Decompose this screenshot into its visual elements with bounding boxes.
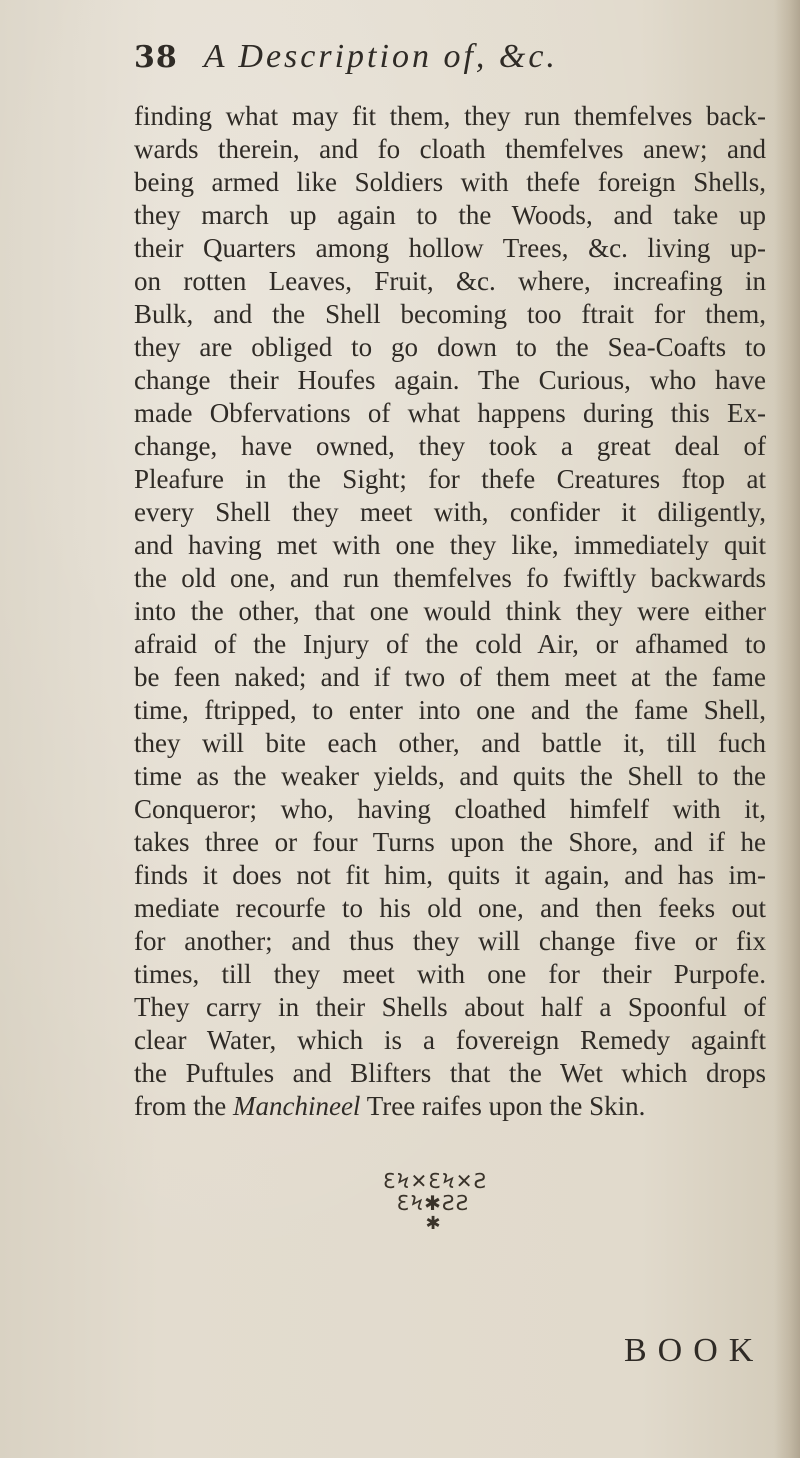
text-line: their Quarters among hollow Trees, &c. living up- — [134, 233, 766, 263]
text-line: wards therein, and fo cloath themfelves anew; and — [134, 134, 766, 164]
page-header — [134, 38, 754, 96]
text-line: on rotten Leaves, Fruit, &c. where, increafing in — [134, 266, 766, 296]
text-line-last — [134, 1090, 766, 1123]
text-line: takes three or four Turns upon the Shore, and if he — [134, 827, 766, 857]
text-line: They carry in their Shells about half a Spoonful of — [134, 992, 766, 1022]
body-text — [134, 100, 766, 1123]
text-line: be feen naked; and if two of them meet at the fame — [134, 662, 766, 692]
text-line: Pleafure in the Sight; for thefe Creatures ftop at — [134, 464, 766, 494]
page-number: 38 — [134, 40, 178, 75]
text-line: time, ftripped, to enter into one and the fame Shell, — [134, 695, 766, 725]
catchword: BOOK — [624, 1332, 765, 1369]
text-line: clear Water, which is a fovereign Remedy againft — [134, 1025, 766, 1055]
text-line: the Puftules and Blifters that the Wet which drops — [134, 1058, 766, 1088]
last-line-suffix: Tree raifes upon the Skin. — [360, 1091, 646, 1121]
text-line: made Obfervations of what happens during this Ex- — [134, 398, 766, 428]
text-line: for another; and thus they will change five or fix — [134, 926, 766, 956]
running-head: A Description of, &c. — [203, 38, 558, 75]
text-line: change, have owned, they took a great deal of — [134, 431, 766, 461]
text-line: afraid of the Injury of the cold Air, or afhamed to — [134, 629, 766, 659]
ornament-star-icon: ✱ — [425, 1213, 441, 1234]
last-line-prefix: from the — [134, 1091, 233, 1121]
printers-ornament — [383, 1169, 488, 1242]
italic-term: Manchineel — [232, 1091, 361, 1121]
text-line: change their Houfes again. The Curious, who have — [134, 365, 766, 395]
text-line: Bulk, and the Shell becoming too ftrait for them, — [134, 299, 766, 329]
text-line: every Shell they meet with, confider it diligently, — [134, 497, 766, 527]
text-line: times, till they meet with one for their Purpofe. — [134, 959, 766, 989]
text-line: they march up again to the Woods, and take up — [134, 200, 766, 230]
text-line: time as the weaker yields, and quits the Shell to the — [134, 761, 766, 791]
text-line: and having met with one they like, immediately quit — [134, 530, 766, 560]
text-line: finds it does not fit him, quits it again, and has im- — [134, 860, 766, 890]
ornament-row-top: ƐϞ✕ƐϞ✕Ƨ — [383, 1169, 488, 1193]
text-line: they will bite each other, and battle it, till fuch — [134, 728, 766, 758]
text-line: into the other, that one would think they were either — [134, 596, 766, 626]
text-line: they are obliged to go down to the Sea-Coafts to — [134, 332, 766, 362]
ornament-row-middle: ƐϞ✱ƧƧ — [396, 1191, 470, 1215]
text-line: finding what may fit them, they run themfelves back- — [134, 101, 766, 131]
text-line: the old one, and run themfelves fo fwiftly backwards — [134, 563, 766, 593]
page-edge-shadow — [774, 0, 800, 1458]
text-line: mediate recourfe to his old one, and then feeks out — [134, 893, 766, 923]
text-line: being armed like Soldiers with thefe foreign Shells, — [134, 167, 766, 197]
text-line: Conqueror; who, having cloathed himfelf with it, — [134, 794, 766, 824]
